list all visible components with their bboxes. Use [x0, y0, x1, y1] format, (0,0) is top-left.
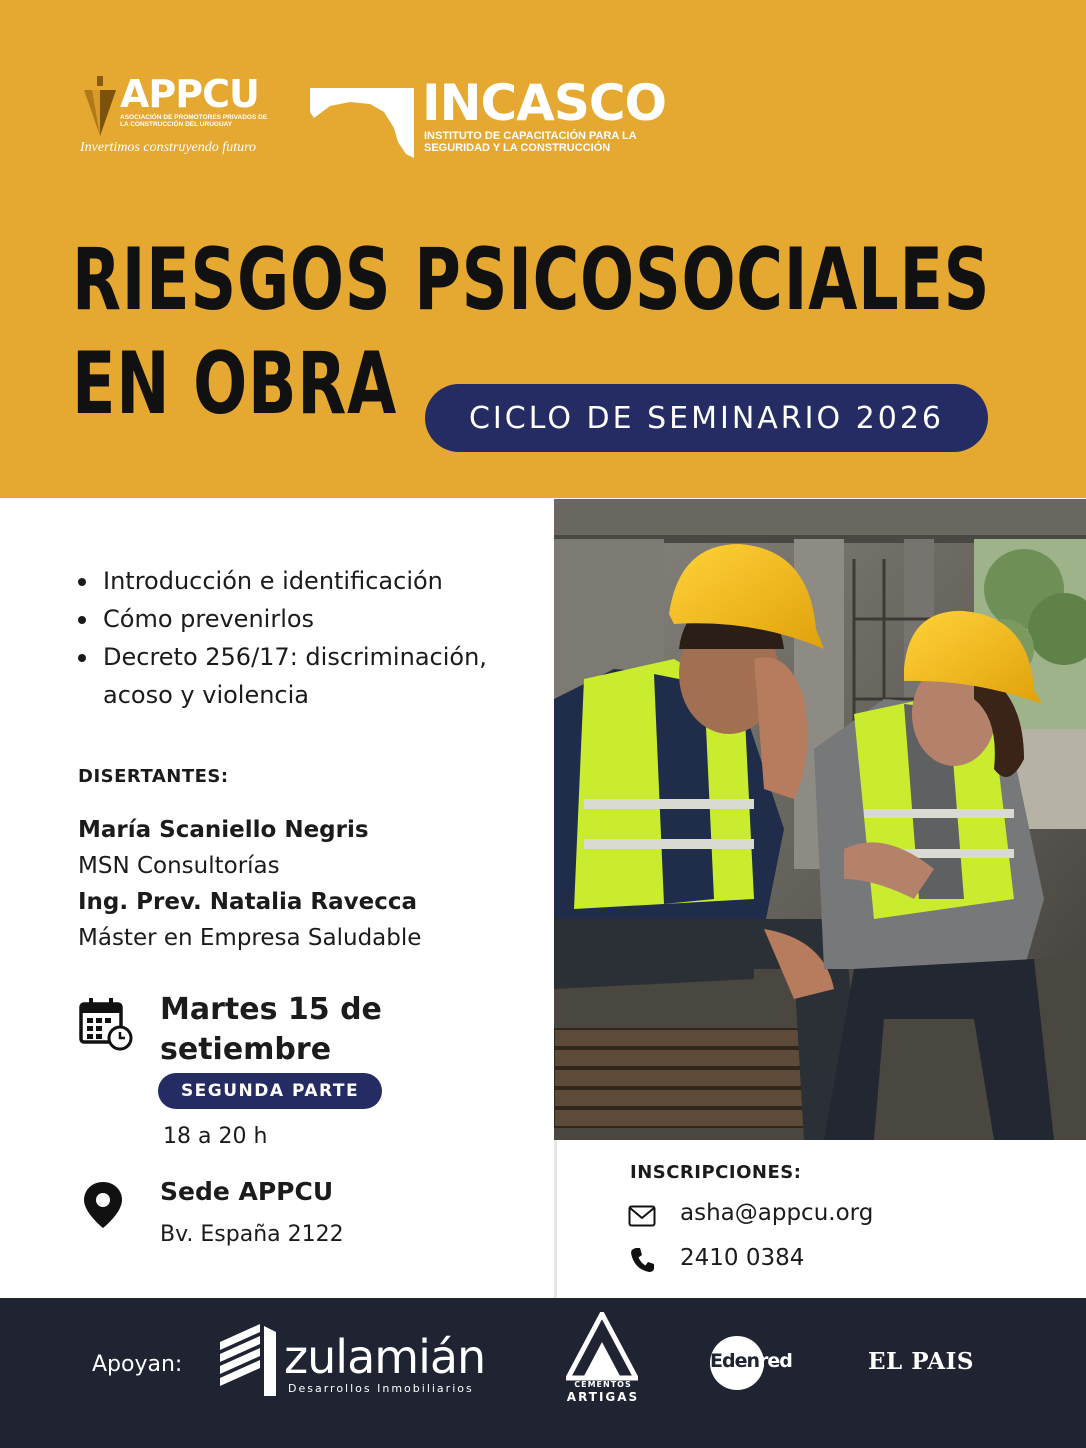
registration-label: INSCRIPCIONES: [630, 1162, 802, 1183]
speaker-1 [78, 812, 369, 884]
zulamian-name: zulamián [284, 1330, 486, 1384]
topic-item: Cómo prevenirlos [78, 600, 548, 638]
registration-email[interactable]: asha@appcu.org [680, 1200, 874, 1226]
edenred-logo [708, 1334, 798, 1392]
speaker-name: María Scaniello Negris [78, 817, 369, 843]
incasco-subtitle: INSTITUTO DE CAPACITACIÓN PARA LA SEGURIDAD Y LA CONSTRUCCIÓN [424, 130, 637, 154]
speaker-organization: Máster en Empresa Saludable [78, 925, 422, 951]
cementos-artigas-triangle-icon [566, 1312, 638, 1382]
event-time: 18 a 20 h [163, 1124, 268, 1149]
incasco-map-icon [310, 82, 420, 160]
topics-list [78, 562, 548, 714]
cementos-label: CEMENTOS [574, 1380, 632, 1389]
section-divider [554, 1140, 557, 1298]
session-part-badge: SEGUNDA PARTE [158, 1073, 382, 1109]
calendar-clock-icon [78, 996, 134, 1052]
elpais-logo: EL PAIS [868, 1348, 975, 1375]
event-date: Martes 15 de setiembre [160, 992, 382, 1067]
construction-workers-illustration [554, 499, 1086, 1140]
speaker-organization: MSN Consultorías [78, 853, 280, 879]
edenred-wordmark: Edenred [710, 1350, 792, 1372]
workers-photo [554, 499, 1086, 1140]
venue-address: Bv. España 2122 [160, 1222, 344, 1247]
appcu-slogan: Invertimos construyendo futuro [80, 140, 257, 155]
speaker-name: Ing. Prev. Natalia Ravecca [78, 889, 417, 915]
zulamian-building-icon [220, 1322, 276, 1396]
mail-icon [628, 1205, 656, 1227]
topic-item: Introducción e identificación [78, 562, 548, 600]
topic-item: Decreto 256/17: discriminación, acoso y violencia [78, 638, 548, 714]
header-banner [0, 0, 1086, 498]
artigas-label: ARTIGAS [566, 1390, 640, 1404]
incasco-name: INCASCO [422, 74, 667, 132]
zulamian-subtitle: Desarrollos Inmobiliarios [288, 1382, 474, 1395]
appcu-plumb-bob-icon [80, 76, 120, 138]
registration-phone[interactable]: 2410 0384 [680, 1245, 805, 1271]
phone-icon [630, 1247, 654, 1273]
appcu-name: APPCU [120, 72, 259, 116]
cycle-badge: CICLO DE SEMINARIO 2026 [425, 384, 988, 452]
incasco-logo [310, 74, 690, 168]
venue-name: Sede APPCU [160, 1177, 334, 1206]
location-pin-icon [80, 1180, 126, 1230]
appcu-subtitle: ASOCIACIÓN DE PROMOTORES PRIVADOS DE LA CONSTRUCCIÓN DEL URUGUAY [120, 114, 268, 128]
speaker-2 [78, 884, 421, 956]
appcu-logo [80, 72, 270, 162]
title-line-2: EN OBRA [72, 334, 397, 434]
support-label: Apoyan: [92, 1352, 183, 1377]
title-line-1: RIESGOS PSICOSOCIALES [72, 230, 991, 330]
speakers-label: DISERTANTES: [78, 766, 229, 787]
